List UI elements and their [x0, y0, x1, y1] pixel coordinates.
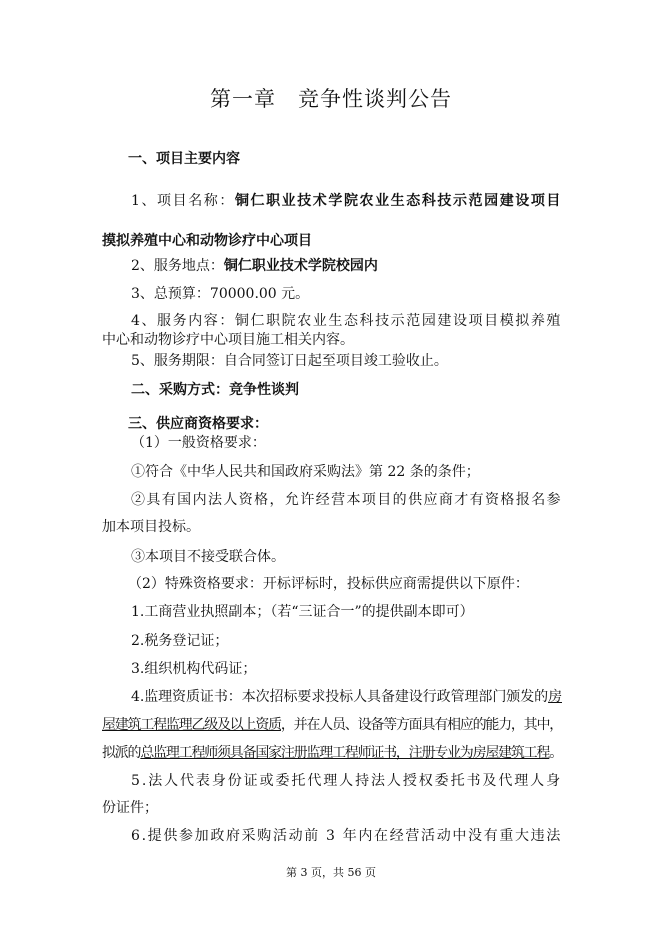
paragraph-line: [131, 193, 562, 209]
text: ③本项目不接受联合体。: [131, 549, 285, 565]
paragraph-line: [131, 828, 562, 844]
text: ，并在人员、设备等方面具有相应的能力，其中，: [280, 717, 563, 733]
paragraph-line: [131, 258, 378, 274]
paragraph-line: [128, 576, 529, 592]
paragraph-line: [131, 604, 474, 620]
paragraph-line: [131, 464, 480, 480]
paragraph-line: [131, 689, 562, 705]
paragraph-line: [131, 773, 562, 789]
text: 6.提供参加政府采购活动前 3 年内在经营活动中没有重大违法: [131, 828, 562, 844]
text: 2.税务登记证；: [131, 633, 229, 649]
text: 。: [549, 745, 563, 761]
section-heading: [131, 382, 299, 398]
text: 5.法人代表身份证或委托代理人持法人授权委托书及代理人身: [131, 773, 563, 789]
text: 3、总预算：70000.00 元。: [131, 286, 310, 302]
section-heading: [128, 151, 240, 167]
paragraph-line: [102, 717, 562, 733]
text: 拟派的: [102, 745, 141, 761]
text: 份证件；: [102, 800, 158, 816]
text: 4.监理资质证书：本次招标要求投标人具备建设行政管理部门颁发的: [131, 689, 549, 705]
bold-text: 二、采购方式：竞争性谈判: [131, 382, 299, 398]
text: 4、服务内容：铜仁职院农业生态科技示范园建设项目模拟养殖: [131, 313, 563, 329]
text: （1）一般资格要求：: [131, 435, 266, 451]
underlined-text: 总监理工程师须具备国家注册监理工程师证书，注册专业为房屋建筑工程: [140, 745, 550, 761]
paragraph-line: [131, 661, 256, 677]
text: 3.组织机构代码证；: [131, 661, 257, 677]
paragraph-line: [131, 353, 448, 369]
text: 1.工商营业执照副本；（若“三证合一”的提供副本即可）: [131, 604, 474, 620]
bold-text: 铜仁职业技术学院农业生态科技示范园建设项目: [234, 193, 562, 209]
chapter-title: 第一章 竞争性谈判公告: [210, 87, 452, 111]
text: （2）特殊资格要求：开标评标时，投标供应商需提供以下原件：: [128, 576, 529, 592]
text: 加本项目投标。: [102, 519, 200, 535]
paragraph-line: [131, 286, 309, 302]
bold-text: 一、项目主要内容: [128, 151, 240, 167]
paragraph-line: [102, 800, 158, 816]
paragraph-line: [131, 633, 228, 649]
paragraph-line: [102, 233, 312, 249]
page-footer: 第 3 页，共 56 页: [286, 866, 376, 879]
paragraph-line: [131, 492, 562, 508]
paragraph-line: [102, 519, 200, 535]
paragraph-line: [131, 313, 562, 329]
underlined-text: 屋建筑工程监理乙级及以上资质: [102, 717, 281, 733]
text: ①符合《中华人民共和国政府采购法》第 22 条的条件；: [131, 464, 480, 480]
bold-text: 摸拟养殖中心和动物诊疗中心项目: [102, 233, 312, 249]
text: 2、服务地点：: [131, 258, 224, 274]
paragraph-line: [131, 435, 266, 451]
text: 中心和动物诊疗中心项目施工相关内容。: [102, 332, 354, 348]
paragraph-line: [131, 549, 285, 565]
paragraph-line: [102, 745, 562, 761]
text: 1、项目名称：: [131, 193, 235, 209]
text: 5、服务期限：自合同签订日起至项目竣工验收止。: [131, 353, 448, 369]
paragraph-line: [102, 332, 354, 348]
bold-text: 铜仁职业技术学院校园内: [223, 258, 378, 274]
section-heading: [128, 416, 268, 432]
underlined-text: 房: [548, 689, 562, 705]
bold-text: 三、供应商资格要求：: [128, 416, 268, 432]
text: ②具有国内法人资格，允许经营本项目的供应商才有资格报名参: [131, 492, 563, 508]
